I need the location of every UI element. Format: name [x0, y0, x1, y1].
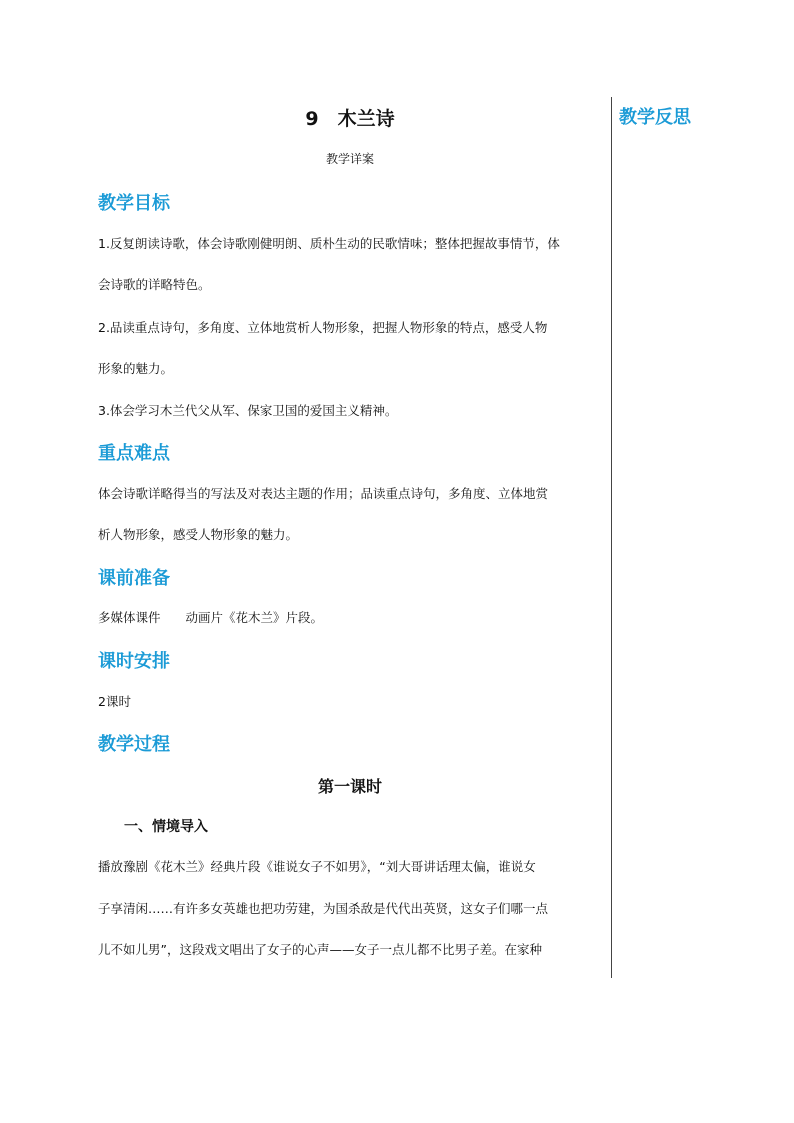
- page-title: 9 木兰诗: [305, 108, 395, 130]
- key-point-line: 析人物形象，感受人物形象的魅力。: [98, 527, 299, 542]
- schedule-line: 2课时: [98, 694, 131, 709]
- reflection-column-title: 教学反思: [619, 107, 691, 128]
- page-subtitle: 教学详案: [325, 152, 374, 166]
- section-heading-process: 教学过程: [98, 734, 170, 755]
- process-line: 子享清闲……有许多女英雄也把功劳建，为国杀敌是代代出英贤，这女子们哪一点: [98, 901, 549, 916]
- objective-line: 2.品读重点诗句，多角度、立体地赏析人物形象，把握人物形象的特点，感受人物: [98, 320, 548, 335]
- process-line: 播放豫剧《花木兰》经典片段《谁说女子不如男》，“刘大哥讲话理太偏，谁说女: [98, 859, 536, 874]
- section-heading-schedule: 课时安排: [98, 651, 170, 672]
- preparation-line: 多媒体课件 动画片《花木兰》片段。: [98, 610, 324, 625]
- section-heading-preparation: 课前准备: [98, 568, 170, 589]
- column-divider: [611, 97, 612, 978]
- objective-line: 3.体会学习木兰代父从军、保家卫国的爱国主义精神。: [98, 403, 398, 418]
- step-title: 一、情境导入: [124, 819, 208, 835]
- objective-line: 会诗歌的详略特色。: [98, 277, 211, 292]
- section-heading-key-points: 重点难点: [98, 443, 170, 464]
- process-line: 儿不如儿男”，这段戏文唱出了女子的心声——女子一点儿都不比男子差。在家种: [98, 942, 542, 957]
- objective-line: 1.反复朗读诗歌，体会诗歌刚健明朗、质朴生动的民歌情味；整体把握故事情节，体: [98, 236, 560, 251]
- key-point-line: 体会诗歌详略得当的写法及对表达主题的作用；品读重点诗句，多角度、立体地赏: [98, 486, 549, 501]
- objective-line: 形象的魅力。: [98, 361, 174, 376]
- lesson-title: 第一课时: [317, 777, 382, 796]
- section-heading-objectives: 教学目标: [98, 193, 170, 214]
